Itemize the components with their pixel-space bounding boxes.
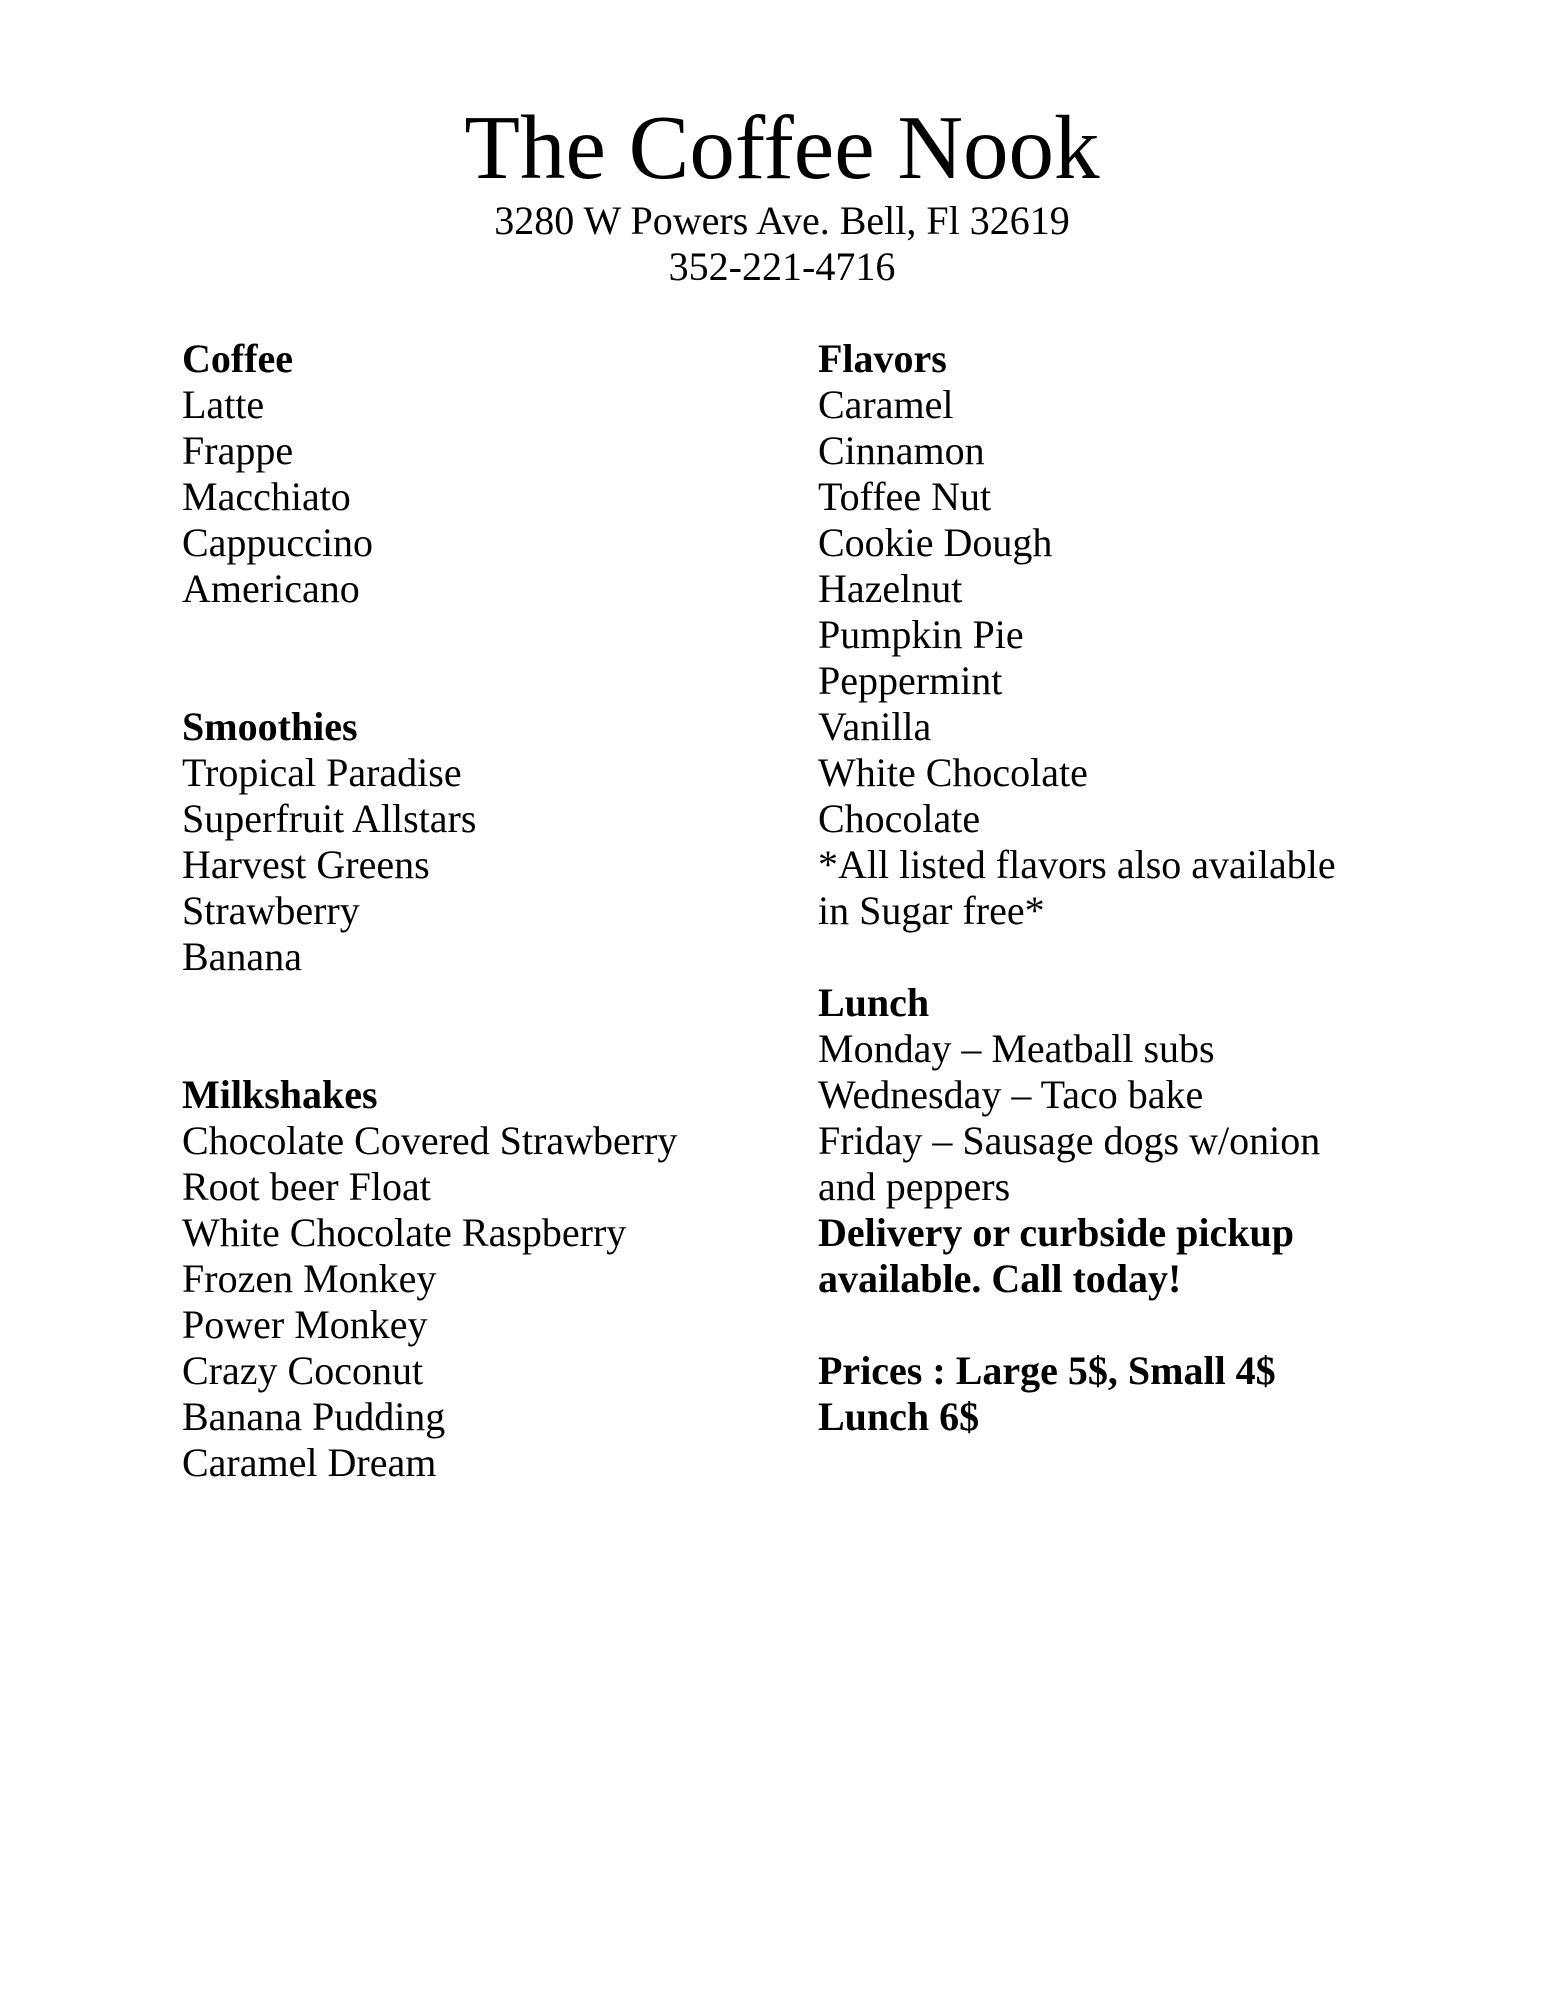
phone-line: 352-221-4716 <box>668 244 896 289</box>
menu-item: Americano <box>182 566 360 611</box>
flavors-item-list <box>818 382 1375 842</box>
menu-item: Harvest Greens <box>182 842 430 887</box>
menu-item: Macchiato <box>182 474 351 519</box>
section-milkshakes <box>182 1072 782 1486</box>
menu-item: Cappuccino <box>182 520 374 565</box>
address-line: 3280 W Powers Ave. Bell, Fl 32619 <box>494 198 1070 243</box>
lunch-item-list <box>818 1026 1375 1210</box>
delivery-promo-text: Delivery or curbside pickup available. Call today! <box>818 1210 1294 1301</box>
menu-item: White Chocolate <box>818 750 1088 795</box>
coffee-item-list <box>182 382 782 612</box>
menu-item: Peppermint <box>818 658 1003 703</box>
section-prices <box>818 1348 1375 1440</box>
right-column <box>818 336 1375 1440</box>
smoothies-item-list <box>182 750 782 980</box>
menu-item: Frappe <box>182 428 294 473</box>
menu-item: Crazy Coconut <box>182 1348 424 1393</box>
menu-item: Monday – Meatball subs <box>818 1026 1215 1071</box>
page-title: The Coffee Nook <box>464 97 1100 198</box>
menu-item: Strawberry <box>182 888 360 933</box>
menu-item: Vanilla <box>818 704 932 749</box>
menu-item: Pumpkin Pie <box>818 612 1024 657</box>
section-lunch <box>818 980 1375 1210</box>
menu-item: White Chocolate Raspberry <box>182 1210 627 1255</box>
section-heading-smoothies: Smoothies <box>182 704 358 749</box>
menu-item: Caramel Dream <box>182 1440 437 1485</box>
lunch-price-line: Lunch 6$ <box>818 1394 980 1439</box>
menu-item: Banana Pudding <box>182 1394 446 1439</box>
menu-item: Chocolate Covered Strawberry <box>182 1118 678 1163</box>
menu-item: Tropical Paradise <box>182 750 462 795</box>
menu-item: Friday – Sausage dogs w/onion and peppers <box>818 1118 1321 1209</box>
menu-item: Banana <box>182 934 302 979</box>
menu-item: Wednesday – Taco bake <box>818 1072 1204 1117</box>
menu-item: Cinnamon <box>818 428 985 473</box>
menu-item: Chocolate <box>818 796 981 841</box>
flavors-sugar-free-note: *All listed flavors also available in Sugar free* <box>818 842 1336 933</box>
menu-item: Power Monkey <box>182 1302 428 1347</box>
menu-item: Toffee Nut <box>818 474 992 519</box>
menu-item: Root beer Float <box>182 1164 431 1209</box>
prices-line: Prices : Large 5$, Small 4$ <box>818 1348 1276 1393</box>
section-smoothies <box>182 704 782 980</box>
milkshakes-item-list <box>182 1118 782 1486</box>
menu-item: Frozen Monkey <box>182 1256 437 1301</box>
section-heading-flavors: Flavors <box>818 336 947 381</box>
menu-header <box>183 98 1381 290</box>
section-coffee <box>182 336 782 612</box>
left-column <box>182 336 782 1486</box>
menu-item: Hazelnut <box>818 566 963 611</box>
section-heading-milkshakes: Milkshakes <box>182 1072 378 1117</box>
section-flavors <box>818 336 1375 934</box>
menu-item: Caramel <box>818 382 954 427</box>
section-heading-coffee: Coffee <box>182 336 294 381</box>
menu-item: Superfruit Allstars <box>182 796 477 841</box>
menu-item: Cookie Dough <box>818 520 1053 565</box>
menu-item: Latte <box>182 382 265 427</box>
section-heading-lunch: Lunch <box>818 980 930 1025</box>
